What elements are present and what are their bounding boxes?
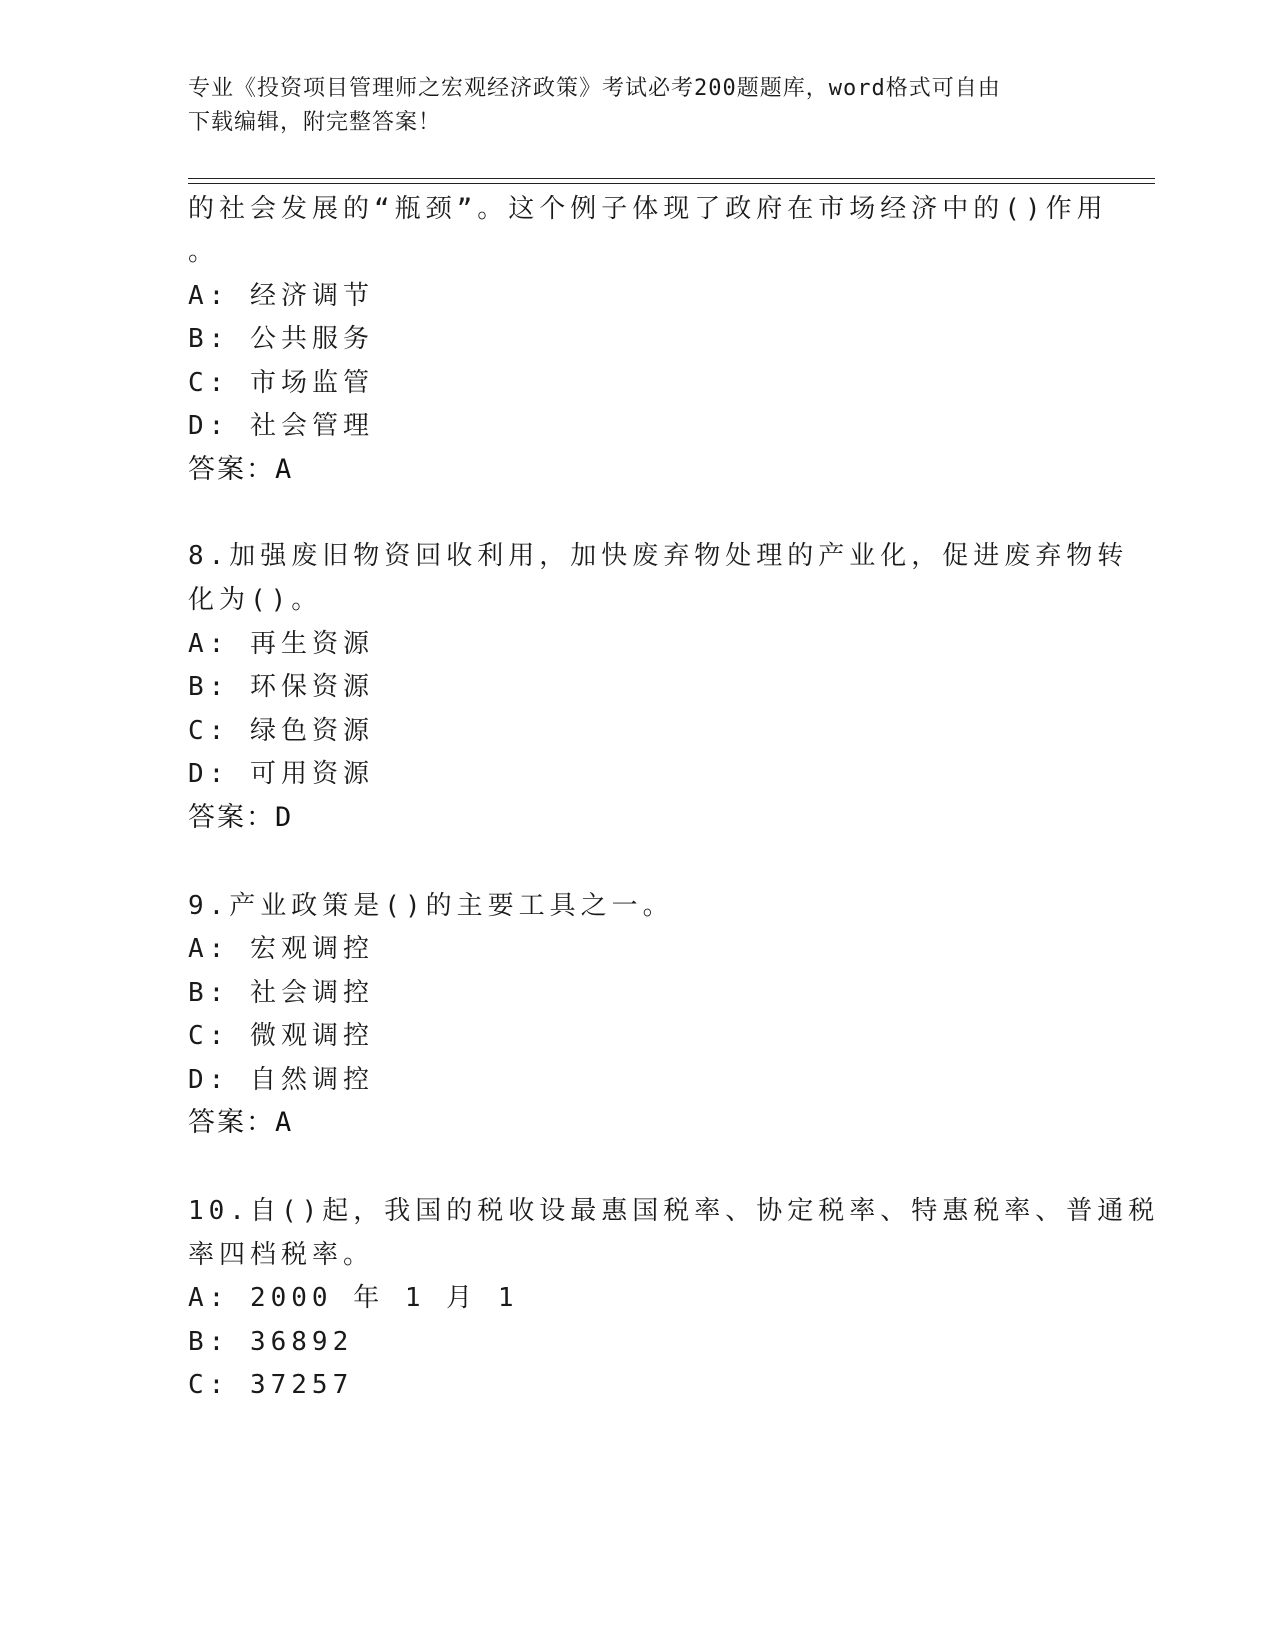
header-line-1: 专业《投资项目管理师之宏观经济政策》考试必考200题题库，word格式可自由 [188, 76, 1001, 101]
q8-answer: 答案：D [188, 802, 294, 833]
q9-answer: 答案：A [188, 1107, 294, 1138]
q8-text-line-1: 8.加强废旧物资回收利用，加快废弃物处理的产业化，促进废弃物转 [188, 541, 1129, 571]
q10-option-a: A: 2000 年 1 月 1 [188, 1283, 519, 1313]
q7-answer: 答案：A [188, 454, 294, 485]
q7-option-c: C: 市场监管 [188, 368, 374, 398]
q8-option-d: D: 可用资源 [188, 759, 374, 789]
q7-option-d: D: 社会管理 [188, 411, 374, 441]
q7-option-b: B: 公共服务 [188, 324, 374, 354]
header-divider-bottom [188, 183, 1155, 184]
q8-text-line-2: 化为()。 [188, 585, 323, 615]
q10-option-b: B: 36892 [188, 1327, 354, 1357]
document-header [188, 72, 1088, 140]
q9-option-b: B: 社会调控 [188, 978, 374, 1008]
q10-option-c: C: 37257 [188, 1370, 354, 1400]
q8-option-a: A: 再生资源 [188, 629, 374, 659]
q8-option-c: C: 绿色资源 [188, 716, 374, 746]
q7-option-a: A: 经济调节 [188, 281, 374, 311]
q9-option-a: A: 宏观调控 [188, 934, 374, 964]
q9-option-c: C: 微观调控 [188, 1021, 374, 1051]
q9-option-d: D: 自然调控 [188, 1065, 374, 1095]
q10-text-line-1: 10.自()起，我国的税收设最惠国税率、协定税率、特惠税率、普通税 [188, 1196, 1160, 1226]
q7-text-line-1: 的社会发展的“瓶颈”。这个例子体现了政府在市场经济中的()作用 [188, 194, 1108, 224]
q7-text-line-2: 。 [188, 237, 220, 267]
q9-text-line-1: 9.产业政策是()的主要工具之一。 [188, 891, 674, 921]
q10-text-line-2: 率四档税率。 [188, 1240, 375, 1270]
q8-option-b: B: 环保资源 [188, 672, 374, 702]
header-line-2: 下载编辑，附完整答案！ [188, 110, 442, 135]
header-divider-top [188, 178, 1155, 179]
